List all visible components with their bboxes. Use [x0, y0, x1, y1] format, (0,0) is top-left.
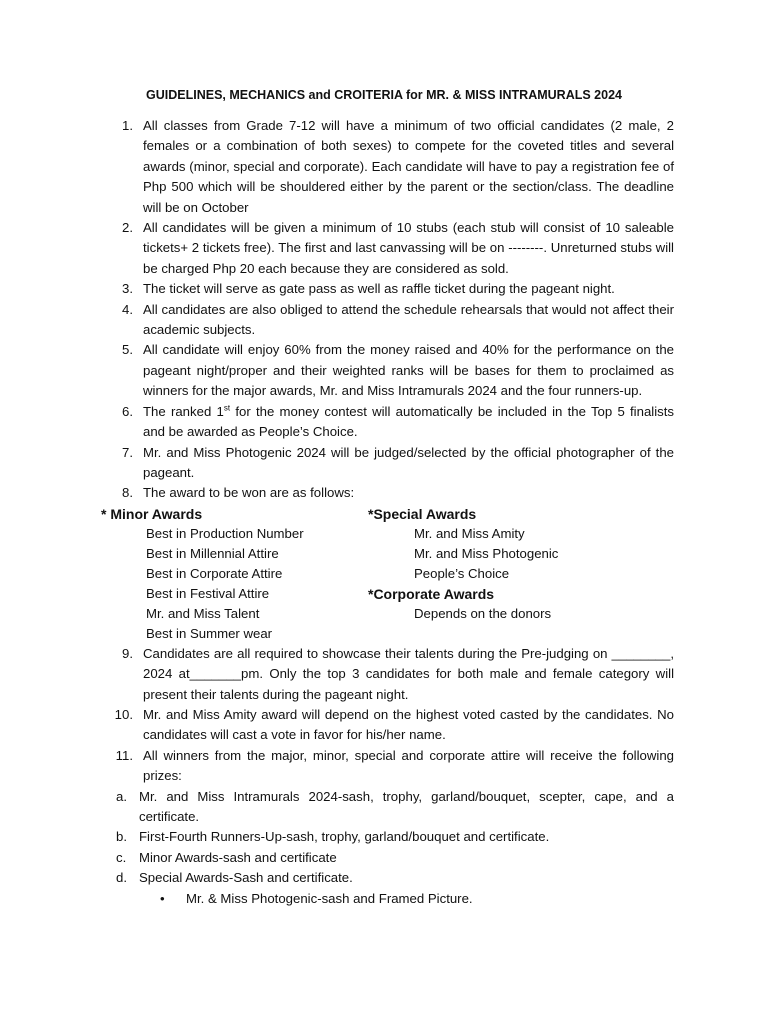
item-number: 9.: [122, 645, 133, 661]
bullet-icon: •: [160, 890, 165, 906]
item-text: All candidates are also obliged to attend the schedule rehearsals that would not affect their academic subjects.: [143, 301, 674, 338]
item-text: All candidates will be given a minimum of 10 stubs (each stub will consist of 10 saleable tickets+ 2 tickets free). The first and last canvassing will be on --------. Unreturned stubs will be charged Php 20 each because they are considered as sold.: [143, 220, 674, 276]
item-text-start: The ranked 1: [143, 403, 224, 419]
prize-letter: a.: [116, 788, 127, 804]
guidelines-list: [0, 116, 768, 909]
prize-text: Mr. and Miss Intramurals 2024-sash, trophy, garland/bouquet, scepter, cape, and a certificate.: [139, 788, 674, 824]
prize-letter: d.: [116, 870, 127, 886]
special-award: Mr. and Miss Amity: [414, 525, 525, 541]
list-item: [0, 746, 768, 787]
prize-item: [0, 868, 768, 888]
corporate-award: Depends on the donors: [414, 605, 552, 621]
item-text: [143, 402, 674, 443]
list-item: [0, 340, 768, 401]
special-award: People’s Choice: [414, 565, 510, 581]
list-item: [0, 483, 768, 503]
minor-awards-heading: * Minor Awards: [101, 505, 203, 522]
item-text: Mr. and Miss Photogenic 2024 will be judged/selected by the official photographer of the pageant.: [143, 444, 674, 480]
item-text: The ticket will serve as gate pass as well as raffle ticket during the pageant night.: [143, 281, 615, 297]
item-number: 3.: [122, 281, 133, 297]
item-text-end: for the money contest will automatically be included in the Top 5 finalists and be awarded as People’s Choice.: [143, 403, 674, 440]
item-number: 8.: [122, 485, 133, 501]
special-award: Mr. and Miss Photogenic: [414, 545, 559, 561]
bullet-text: Mr. & Miss Photogenic-sash and Framed Picture.: [186, 890, 473, 906]
ordinal-suffix: st: [223, 403, 231, 413]
minor-award: Best in Millennial Attire: [146, 545, 279, 561]
minor-award: Mr. and Miss Talent: [146, 605, 260, 621]
prize-text: Special Awards-Sash and certificate.: [139, 870, 353, 886]
item-text: All candidate will enjoy 60% from the money raised and 40% for the performance on the pageant night/proper and their weighted ranks will be bases for them to proclaimed as winners for the major awards, Mr. and Miss Intramurals 2024 and the four runners-up.: [143, 342, 674, 399]
minor-award: Best in Production Number: [146, 525, 304, 541]
prize-letter: b.: [116, 829, 127, 845]
minor-award: Best in Summer wear: [146, 625, 273, 641]
item-number: 5.: [122, 342, 133, 358]
list-item: [0, 705, 768, 746]
item-number: 2.: [122, 220, 133, 236]
item-text: Candidates are all required to showcase their talents during the Pre-judging on ________, 2024 at_______pm. Only the top 3 candidates for both male and female category will present their talents during the pageant night.: [143, 645, 674, 702]
item-text: All winners from the major, minor, special and corporate attire will receive the following prizes:: [143, 747, 674, 784]
list-item: [0, 218, 768, 279]
prize-item: [0, 787, 768, 828]
item-text: The award to be won are as follows:: [143, 485, 355, 501]
special-awards-heading: *Special Awards: [368, 505, 477, 522]
bullet-item: [0, 889, 768, 909]
item-number: 6.: [122, 403, 133, 419]
item-number: 4.: [122, 301, 133, 317]
list-item: [0, 644, 768, 705]
minor-award: Best in Festival Attire: [146, 585, 270, 601]
minor-award: Best in Corporate Attire: [146, 565, 283, 581]
awards-section: [0, 504, 768, 644]
item-number: 1.: [122, 118, 133, 133]
list-item: [0, 402, 768, 443]
item-number: 11.: [115, 747, 133, 763]
list-item: [0, 300, 768, 341]
list-item: [0, 116, 768, 218]
item-number: 10.: [114, 706, 133, 722]
corporate-awards-heading: *Corporate Awards: [368, 585, 495, 602]
item-text: Mr. and Miss Amity award will depend on the highest voted casted by the candidates. No candidates will cast a vote in favor for his/her name.: [143, 706, 674, 743]
prize-item: [0, 848, 768, 868]
document-title: GUIDELINES, MECHANICS and CROITERIA for MR. & MISS INTRAMURALS 2024: [146, 88, 622, 102]
prize-text: First-Fourth Runners-Up-sash, trophy, garland/bouquet and certificate.: [139, 829, 550, 845]
list-item: [0, 443, 768, 484]
prize-item: [0, 827, 768, 847]
prize-letter: c.: [116, 849, 127, 865]
item-text: All classes from Grade 7-12 will have a minimum of two official candidates (2 male, 2 females or a combination of both sexes) to compete for the coveted titles and several awards (minor, special and corporate). Each candidate will have to pay a registration fee of Php 500 which will be shouldered either by the parent or the section/class. The deadline will be on October: [143, 118, 674, 215]
prize-text: Minor Awards-sash and certificate: [139, 849, 337, 865]
list-item: [0, 279, 768, 299]
item-number: 7.: [122, 444, 133, 460]
